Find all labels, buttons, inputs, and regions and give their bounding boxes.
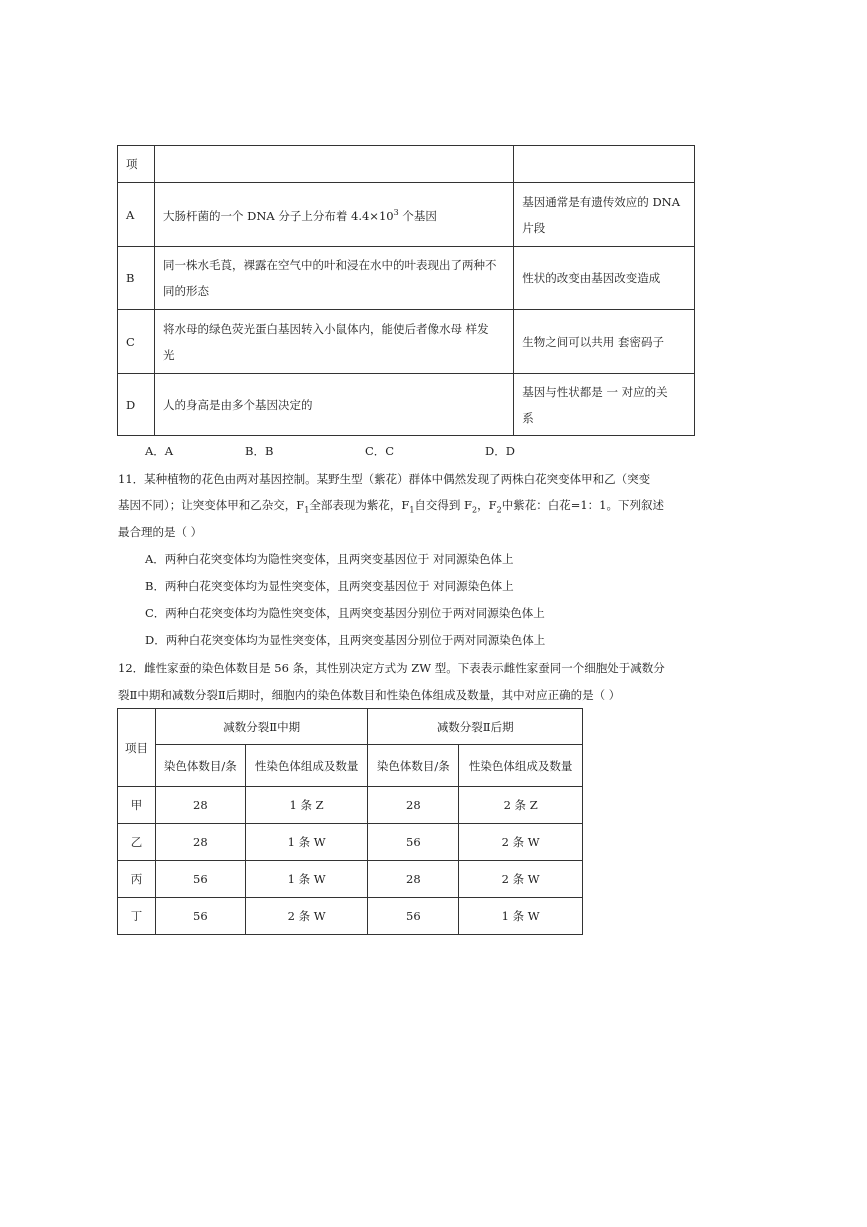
table-cell: 56 bbox=[155, 898, 245, 935]
table-cell: 2 条 Z bbox=[459, 787, 583, 824]
reason-line: 基因与性状都是 一 对应的关 bbox=[522, 384, 668, 399]
q12-table bbox=[117, 708, 583, 935]
q11-stem-line bbox=[118, 497, 664, 514]
table-row bbox=[118, 787, 583, 824]
table-row bbox=[118, 374, 695, 436]
table-cell: 28 bbox=[155, 787, 245, 824]
option-d[interactable]: D．D bbox=[485, 444, 515, 458]
reason-cell: 生物之间可以共用 套密码子 bbox=[514, 310, 695, 374]
table-row bbox=[118, 824, 583, 861]
table-cell: 2 条 W bbox=[245, 898, 368, 935]
fact-cell bbox=[154, 310, 513, 374]
fact-cell bbox=[154, 183, 513, 247]
table-cell: 28 bbox=[368, 787, 459, 824]
column-header: 性染色体组成及数量 bbox=[245, 745, 368, 787]
row-label: C bbox=[118, 310, 155, 374]
table-row bbox=[118, 898, 583, 935]
fact-line: 光 bbox=[162, 347, 175, 362]
exponent: 3 bbox=[393, 208, 399, 218]
fact-line: 同的形态 bbox=[162, 284, 209, 298]
fact-cell bbox=[154, 247, 513, 310]
row-label: 丙 bbox=[118, 861, 156, 898]
stem-text: 全部表现为紫花，F bbox=[309, 498, 410, 512]
q10-table bbox=[117, 145, 695, 436]
table-cell: 2 条 W bbox=[459, 824, 583, 861]
header-cell: 项 bbox=[118, 146, 155, 183]
row-label: D bbox=[118, 374, 155, 436]
stem-text: 自交得到 F bbox=[414, 498, 473, 512]
subscript: 2 bbox=[472, 505, 478, 515]
header-cell bbox=[514, 146, 695, 183]
reason-line: 基因通常是有遗传效应的 DNA bbox=[522, 194, 681, 209]
stem-text: 中紫花：白花=1：1。下列叙述 bbox=[501, 498, 664, 512]
row-label: 丁 bbox=[118, 898, 156, 935]
q12-stem-line: 12．雌性家蚕的染色体数目是 56 条，其性别决定方式为 ZW 型。下表表示雌性家蚕同一个细胞处于减数分 bbox=[118, 661, 665, 675]
q12-stem-line: 裂Ⅱ中期和减数分裂Ⅱ后期时，细胞内的染色体数目和性染色体组成及数量，其中对应正确的是（ ） bbox=[118, 688, 621, 702]
table-cell: 2 条 W bbox=[459, 861, 583, 898]
table-cell: 1 条 W bbox=[245, 861, 368, 898]
fact-line: 将水母的绿色荧光蛋白基因转入小鼠体内，能使后者像水母 样发 bbox=[162, 321, 489, 336]
table-cell: 56 bbox=[155, 861, 245, 898]
fact-text: 大肠杆菌的一个 DNA 分子上分布着 4.4×10 bbox=[162, 208, 394, 223]
fact-cell: 人的身高是由多个基因决定的 bbox=[154, 374, 513, 436]
fact-line: 同一株水毛莨，裸露在空气中的叶和浸在水中的叶表现出了两种不 bbox=[162, 258, 497, 272]
group-header: 减数分裂Ⅱ后期 bbox=[368, 709, 583, 745]
table-row bbox=[118, 310, 695, 374]
reason-cell bbox=[514, 374, 695, 436]
table-row bbox=[118, 745, 583, 787]
reason-cell bbox=[514, 183, 695, 247]
q11-stem-line: 11．某种植物的花色由两对基因控制。某野生型（紫花）群体中偶然发现了两株白花突变体甲和乙（突变 bbox=[118, 472, 651, 486]
table-cell: 1 条 W bbox=[245, 824, 368, 861]
option-b[interactable]: B．B bbox=[245, 444, 274, 458]
stem-text: ，F bbox=[477, 498, 497, 512]
table-cell: 1 条 W bbox=[459, 898, 583, 935]
q11-option-b[interactable]: B．两种白花突变体均为显性突变体，且两突变基因位于 对同源染色体上 bbox=[145, 579, 514, 593]
subscript: 1 bbox=[304, 505, 310, 515]
table-row bbox=[118, 861, 583, 898]
table-cell: 1 条 Z bbox=[245, 787, 368, 824]
table-cell: 28 bbox=[155, 824, 245, 861]
table-cell: 56 bbox=[368, 824, 459, 861]
option-a[interactable]: A．A bbox=[145, 444, 174, 458]
q11-stem-line: 最合理的是（ ） bbox=[118, 525, 203, 539]
corner-cell: 项目 bbox=[118, 709, 156, 787]
reason-line: 系 bbox=[522, 410, 534, 425]
q11-option-a[interactable]: A．两种白花突变体均为隐性突变体，且两突变基因位于 对同源染色体上 bbox=[145, 552, 514, 566]
column-header: 性染色体组成及数量 bbox=[459, 745, 583, 787]
table-row bbox=[118, 709, 583, 745]
row-label: 甲 bbox=[118, 787, 156, 824]
fact-text-tail: 个基因 bbox=[398, 208, 437, 223]
q11-option-c[interactable]: C．两种白花突变体均为隐性突变体，且两突变基因分别位于两对同源染色体上 bbox=[145, 606, 545, 620]
column-header: 染色体数目/条 bbox=[155, 745, 245, 787]
row-label: A bbox=[118, 183, 155, 247]
subscript: 1 bbox=[409, 505, 415, 515]
table-row bbox=[118, 183, 695, 247]
group-header: 减数分裂Ⅱ中期 bbox=[155, 709, 368, 745]
table-cell: 28 bbox=[368, 861, 459, 898]
subscript: 2 bbox=[496, 505, 502, 515]
option-c[interactable]: C．C bbox=[365, 444, 395, 458]
reason-cell: 性状的改变由基因改变造成 bbox=[514, 247, 695, 310]
table-row bbox=[118, 146, 695, 183]
table-cell: 56 bbox=[368, 898, 459, 935]
reason-line: 片段 bbox=[522, 220, 546, 235]
table-row bbox=[118, 247, 695, 310]
row-label: 乙 bbox=[118, 824, 156, 861]
stem-text: 基因不同）；让突变体甲和乙杂交，F bbox=[118, 498, 305, 512]
q11-option-d[interactable]: D．两种白花突变体均为显性突变体，且两突变基因分别位于两对同源染色体上 bbox=[145, 633, 546, 647]
header-cell bbox=[154, 146, 513, 183]
row-label: B bbox=[118, 247, 155, 310]
column-header: 染色体数目/条 bbox=[368, 745, 459, 787]
